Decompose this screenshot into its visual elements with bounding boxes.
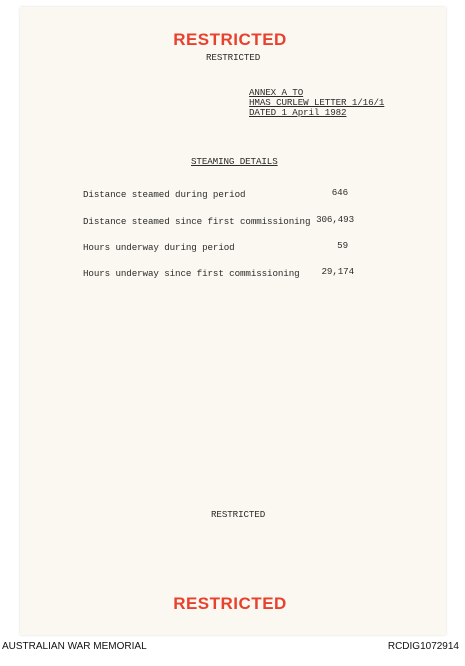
footer-institution: AUSTRALIAN WAR MEMORIAL xyxy=(2,641,147,652)
row-label: Hours underway during period xyxy=(83,242,235,253)
document-sheet xyxy=(20,7,446,635)
row-value: 59 xyxy=(337,240,348,251)
classification-top: RESTRICTED xyxy=(206,52,261,63)
restricted-stamp-top: RESTRICTED xyxy=(173,30,287,49)
annex-line-2: HMAS CURLEW LETTER 1/16/1 xyxy=(249,97,385,108)
row-label: Distance steamed since first commissioning xyxy=(83,216,311,227)
row-label: Hours underway since first commissioning xyxy=(83,268,300,279)
row-label: Distance steamed during period xyxy=(83,189,246,200)
row-value: 29,174 xyxy=(321,266,354,277)
annex-line-1: ANNEX A TO xyxy=(249,87,304,98)
row-value: 646 xyxy=(331,187,348,198)
restricted-stamp-bottom: RESTRICTED xyxy=(173,594,287,613)
row-value: 306,493 xyxy=(316,214,354,225)
section-heading: STEAMING DETAILS xyxy=(191,156,278,167)
annex-line-3: DATED 1 April 1982 xyxy=(249,107,347,118)
classification-bottom: RESTRICTED xyxy=(211,509,266,520)
footer-catalogue-id: RCDIG1072914 xyxy=(387,641,459,652)
